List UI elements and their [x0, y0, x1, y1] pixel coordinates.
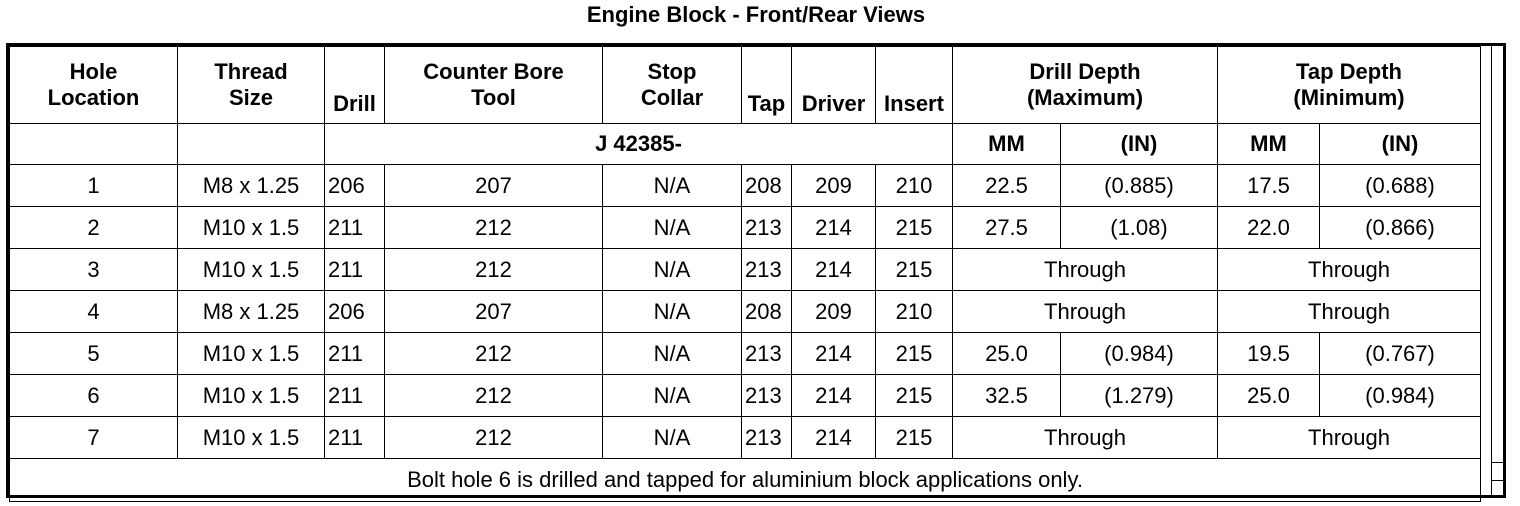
cell-insert: 215	[876, 333, 953, 375]
cell-driver: 214	[792, 417, 876, 459]
cell-tap-depth-mm: 25.0	[1218, 375, 1320, 417]
cell-tap-depth-through: Through	[1218, 249, 1481, 291]
cell-tap-depth-in: (0.767)	[1320, 333, 1481, 375]
cell-driver: 214	[792, 207, 876, 249]
header-counter-bore-tool: Counter Bore Tool	[385, 47, 603, 124]
header-thread-size: Thread Size	[178, 47, 325, 124]
cell-counter-bore: 207	[385, 291, 603, 333]
table-row	[10, 207, 1481, 249]
cell-thread: M10 x 1.5	[178, 207, 325, 249]
cell-tap: 208	[742, 165, 792, 207]
table-row	[10, 375, 1481, 417]
cell-stop-collar: N/A	[603, 249, 742, 291]
header-drill-depth: Drill Depth (Maximum)	[953, 47, 1218, 124]
subheader-drill-mm: MM	[953, 124, 1061, 165]
cell-stop-collar: N/A	[603, 291, 742, 333]
cell-counter-bore: 207	[385, 165, 603, 207]
cell-hole: 1	[10, 165, 178, 207]
header-drill: Drill	[325, 47, 385, 124]
table-note-row	[10, 459, 1481, 502]
page-title: Engine Block - Front/Rear Views	[586, 2, 926, 27]
cell-thread: M10 x 1.5	[178, 333, 325, 375]
cell-drill: 211	[325, 207, 385, 249]
cell-tap-depth-mm: 19.5	[1218, 333, 1320, 375]
cell-driver: 209	[792, 291, 876, 333]
cell-tap-depth-in: (0.984)	[1320, 375, 1481, 417]
cell-driver: 214	[792, 249, 876, 291]
cell-stop-collar: N/A	[603, 165, 742, 207]
cell-insert: 215	[876, 207, 953, 249]
cell-drill: 211	[325, 375, 385, 417]
header-tap: Tap	[742, 47, 792, 124]
cell-tap-depth-through: Through	[1218, 291, 1481, 333]
cell-insert: 215	[876, 375, 953, 417]
cell-driver: 209	[792, 165, 876, 207]
cell-tap-depth-through: Through	[1218, 417, 1481, 459]
cell-drill-depth-through: Through	[953, 249, 1218, 291]
cell-drill: 206	[325, 291, 385, 333]
header-stop-collar: Stop Collar	[603, 47, 742, 124]
table-row	[10, 249, 1481, 291]
cell-drill-depth-in: (1.08)	[1061, 207, 1218, 249]
cell-counter-bore: 212	[385, 333, 603, 375]
table-row	[10, 333, 1481, 375]
table-note: Bolt hole 6 is drilled and tapped for aluminium block applications only.	[10, 459, 1481, 502]
cell-drill-depth-through: Through	[953, 291, 1218, 333]
table-row	[10, 417, 1481, 459]
cell-drill: 211	[325, 249, 385, 291]
cell-insert: 215	[876, 417, 953, 459]
cell-tap: 208	[742, 291, 792, 333]
cell-hole: 7	[10, 417, 178, 459]
cell-drill-depth-mm: 32.5	[953, 375, 1061, 417]
cell-counter-bore: 212	[385, 375, 603, 417]
cell-insert: 210	[876, 165, 953, 207]
cell-tap: 213	[742, 375, 792, 417]
cell-thread: M10 x 1.5	[178, 375, 325, 417]
cell-hole: 3	[10, 249, 178, 291]
cell-tap: 213	[742, 417, 792, 459]
cell-stop-collar: N/A	[603, 375, 742, 417]
cell-thread: M8 x 1.25	[178, 165, 325, 207]
header-driver: Driver	[792, 47, 876, 124]
subheader-drill-in: (IN)	[1061, 124, 1218, 165]
specification-table	[9, 46, 1481, 502]
cell-drill-depth-through: Through	[953, 417, 1218, 459]
cell-insert: 210	[876, 291, 953, 333]
cell-hole: 2	[10, 207, 178, 249]
cell-hole: 6	[10, 375, 178, 417]
header-insert: Insert	[876, 47, 953, 124]
cell-drill: 211	[325, 417, 385, 459]
cell-tap-depth-in: (0.688)	[1320, 165, 1481, 207]
cell-tap: 213	[742, 333, 792, 375]
subheader-tap-mm: MM	[1218, 124, 1320, 165]
cell-drill-depth-mm: 22.5	[953, 165, 1061, 207]
cell-stop-collar: N/A	[603, 417, 742, 459]
cell-tap: 213	[742, 249, 792, 291]
table-row	[10, 165, 1481, 207]
cell-tap: 213	[742, 207, 792, 249]
cell-tap-depth-mm: 22.0	[1218, 207, 1320, 249]
cell-drill-depth-in: (0.984)	[1061, 333, 1218, 375]
table-side-margin	[1480, 43, 1506, 498]
subheader-blank	[10, 124, 178, 165]
cell-stop-collar: N/A	[603, 333, 742, 375]
cell-hole: 5	[10, 333, 178, 375]
table-row	[10, 291, 1481, 333]
cell-stop-collar: N/A	[603, 207, 742, 249]
cell-counter-bore: 212	[385, 417, 603, 459]
cell-drill-depth-in: (1.279)	[1061, 375, 1218, 417]
cell-hole: 4	[10, 291, 178, 333]
subheader-tap-in: (IN)	[1320, 124, 1481, 165]
subheader-blank	[178, 124, 325, 165]
header-hole-location: Hole Location	[10, 47, 178, 124]
cell-thread: M10 x 1.5	[178, 249, 325, 291]
cell-drill-depth-in: (0.885)	[1061, 165, 1218, 207]
cell-drill-depth-mm: 25.0	[953, 333, 1061, 375]
cell-insert: 215	[876, 249, 953, 291]
cell-drill: 206	[325, 165, 385, 207]
subheader-tool-prefix: J 42385-	[325, 124, 953, 165]
header-tap-depth: Tap Depth (Minimum)	[1218, 47, 1481, 124]
cell-counter-bore: 212	[385, 207, 603, 249]
cell-thread: M8 x 1.25	[178, 291, 325, 333]
cell-drill: 211	[325, 333, 385, 375]
cell-tap-depth-in: (0.866)	[1320, 207, 1481, 249]
cell-tap-depth-mm: 17.5	[1218, 165, 1320, 207]
cell-driver: 214	[792, 333, 876, 375]
cell-driver: 214	[792, 375, 876, 417]
cell-thread: M10 x 1.5	[178, 417, 325, 459]
cell-drill-depth-mm: 27.5	[953, 207, 1061, 249]
cell-counter-bore: 212	[385, 249, 603, 291]
